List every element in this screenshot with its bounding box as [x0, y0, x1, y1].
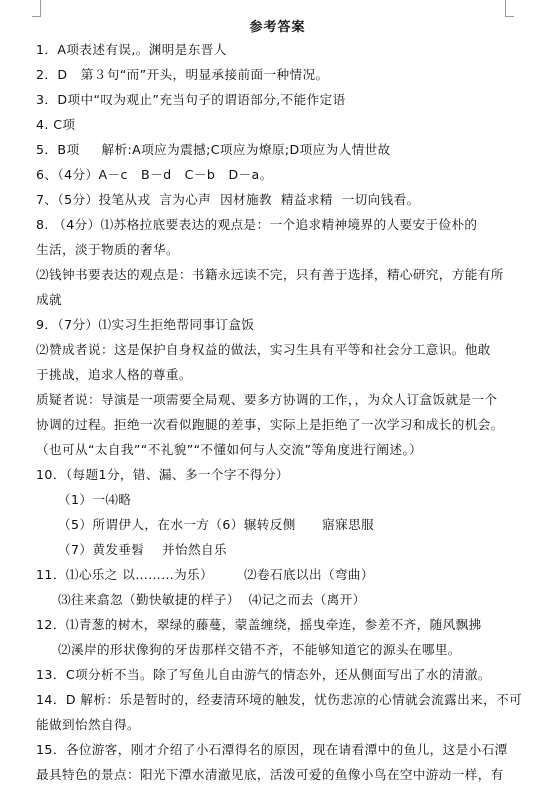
answer-1: 1．A项表述有误,。渊明是东晋人 [36, 42, 227, 57]
answer-8-cont: 生活，淡于物质的奢华。 [36, 242, 179, 257]
answer-9-part3-cont: 协调的过程。拒绝一次看似跑腿的差事，实际上是拒绝了一次学习和成长的机会。 [36, 417, 504, 432]
answer-12: 12．⑴青葱的树木，翠绿的藤蔓，蒙盖缠绕，摇曳牵连，参差不齐，随风飘拂 [36, 617, 482, 632]
answer-15-cont: 最具特色的景点：阳光下潭水清澈见底，活泼可爱的鱼像小鸟在空中游动一样，有 [36, 767, 504, 782]
answer-14: 14．D 解析：乐是暂时的，经妻清环境的触发，忧伤悲凉的心情就会流露出来，不可 [36, 692, 523, 707]
answer-8: 8. （4分）⑴苏格拉底要表达的观点是：一个追求精神境界的人要安于俭朴的 [36, 217, 478, 232]
answer-8-part2-cont: 成就 [36, 292, 62, 307]
answer-14-cont: 能做到怡然自得。 [36, 717, 140, 732]
answer-5: 5．B项 解析:A项应为震撼;C项应为燎原;D项应为人情世故 [36, 142, 391, 157]
answer-15: 15．各位游客，刚才介绍了小石潭得名的原因，现在请看潭中的鱼儿，这是小石潭 [36, 742, 508, 757]
answer-7: 7、（5分）投笔从戎 言为心声 因材施教 精益求精 一切向钱看。 [36, 192, 420, 207]
answer-8-part2: ⑵钱钟书要表达的观点是：书籍永远读不完，只有善于选择，精心研究，方能有所 [36, 267, 504, 282]
answer-9: 9．（7分）⑴实习生拒绝帮同事订盒饭 [36, 317, 255, 332]
answer-11: 11．⑴心乐之 以………为乐） ⑵卷石底以出（弯曲） [36, 567, 374, 582]
page-corner-mark-right [505, 0, 514, 17]
answer-4: 4. C项 [36, 117, 76, 132]
answer-6: 6、（4分）A－c B－d C－b D－a。 [36, 167, 273, 182]
answer-10-item-7: （7）黄发垂髫 并怡然自乐 [58, 542, 227, 557]
answer-11-cont: ⑶往来翕忽（勤快敏捷的样子） ⑷记之而去（离开） [58, 592, 366, 607]
document-title: 参考答案 [249, 20, 306, 35]
answer-10-item-5: （5）所谓伊人，在水一方（6）辗转反侧 寤寐思服 [58, 517, 375, 532]
page-corner-mark-left [32, 0, 41, 17]
answer-9-part3: 质疑者说：导演是一项需要全局观、要多方协调的工作，，为众人订盒饭就是一个 [36, 392, 498, 407]
answer-12-cont: ⑵溪岸的形状像狗的牙齿那样交错不齐，不能够知道它的源头在哪里。 [58, 642, 461, 657]
answer-3: 3．D项中“叹为观止”充当句子的谓语部分,不能作定语 [36, 92, 346, 107]
answer-9-note: （也可从“太自我”“不礼貌”“不懂如何与人交流”等角度进行阐述。） [36, 442, 423, 457]
answer-2: 2．D 第３句“而”开头，明显承接前面一种情况。 [36, 67, 329, 82]
answer-13: 13．C项分析不当。除了写鱼儿自由游气的情态外，还从侧面写出了水的清澈。 [36, 667, 491, 682]
answer-9-part2-cont: 于挑战，追求人格的尊重。 [36, 367, 192, 382]
answer-10-item-1: （1）一⑷略 [58, 492, 132, 507]
answer-10: 10．（每题1分，错、漏、多一个字不得分） [36, 467, 289, 482]
answer-9-part2: ⑵赞成者说：这是保护自身权益的做法，实习生具有平等和社会分工意识。他敢 [36, 342, 491, 357]
